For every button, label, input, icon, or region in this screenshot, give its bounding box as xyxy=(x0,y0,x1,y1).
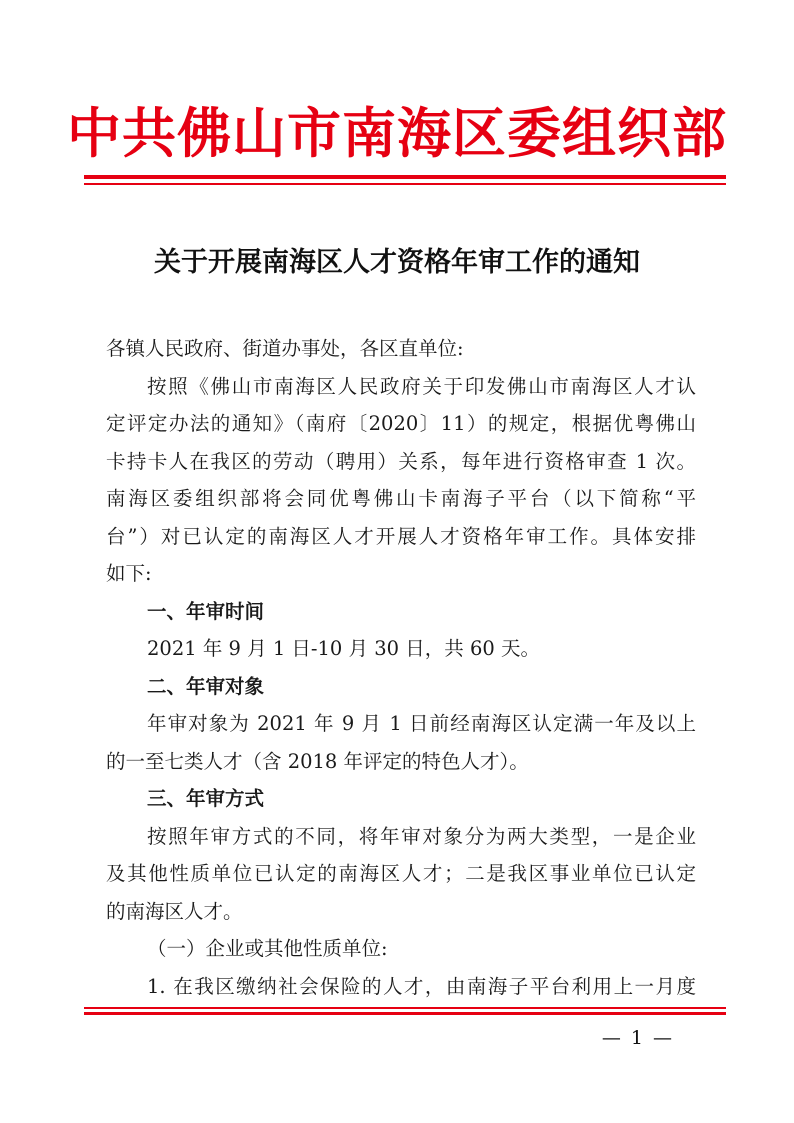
paragraph-line: 南海区委组织部将会同优粤佛山卡南海子平台（以下简称“平 xyxy=(106,487,696,510)
section-heading-target: 二、年审对象 xyxy=(147,674,265,698)
subsection-heading: （一）企业或其他性质单位: xyxy=(147,937,388,960)
document-body xyxy=(106,330,696,1005)
footer-rule-thin xyxy=(84,1007,726,1009)
paragraph-line: 的南海区人才。 xyxy=(106,899,243,923)
paragraph-line: 1. 在我区缴纳社会保险的人才，由南海子平台利用上一月度 xyxy=(147,974,696,998)
paragraph-line: 按照年审方式的不同，将年审对象分为两大类型，一是企业 xyxy=(147,824,696,848)
page-number: — 1 — xyxy=(601,1027,674,1049)
section-heading-method: 三、年审方式 xyxy=(147,787,265,810)
paragraph-line: 按照《佛山市南海区人民政府关于印发佛山市南海区人才认 xyxy=(147,374,696,398)
salutation: 各镇人民政府、街道办事处，各区直单位: xyxy=(106,337,464,360)
paragraph-line: 台”）对已认定的南海区人才开展人才资格年审工作。具体安排 xyxy=(106,524,696,548)
header-rule-thin xyxy=(84,183,726,185)
paragraph-line: 的一至七类人才（含 2018 年评定的特色人才）。 xyxy=(106,749,529,773)
paragraph-line: 及其他性质单位已认定的南海区人才；二是我区事业单位已认定 xyxy=(106,862,696,885)
document-title: 关于开展南海区人才资格年审工作的通知 xyxy=(154,247,640,278)
paragraph-line: 年审对象为 2021 年 9 月 1 日前经南海区认定满一年及以上 xyxy=(147,712,696,735)
paragraph-line: 2021 年 9 月 1 日-10 月 30 日，共 60 天。 xyxy=(147,637,540,660)
paragraph-line: 卡持卡人在我区的劳动（聘用）关系，每年进行资格审查 1 次。 xyxy=(106,449,696,473)
section-heading-time: 一、年审时间 xyxy=(147,599,265,623)
footer-rule-thick xyxy=(84,1012,726,1015)
issuer-masthead: 中共佛山市南海区委组织部 xyxy=(67,101,727,165)
header-rule-thick xyxy=(84,175,726,179)
paragraph-line: 定评定办法的通知》（南府〔2020〕11）的规定，根据优粤佛山 xyxy=(106,412,696,435)
paragraph-line: 如下: xyxy=(106,562,152,585)
